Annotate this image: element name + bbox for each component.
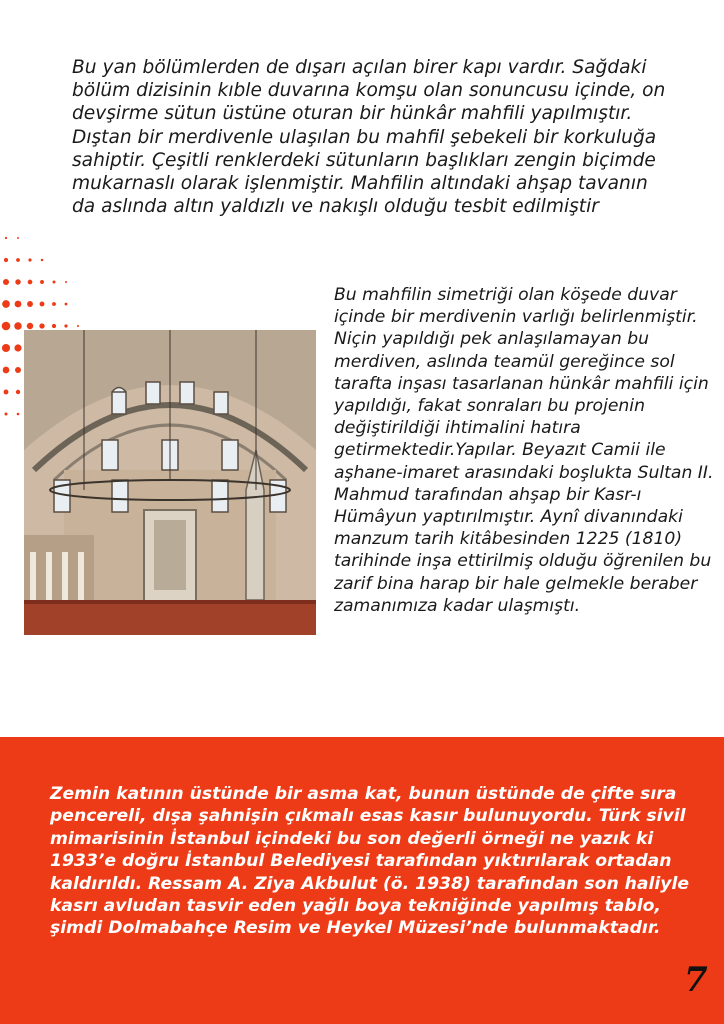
- halftone-dot: [4, 258, 8, 262]
- halftone-dot: [15, 301, 22, 308]
- halftone-dot: [28, 280, 33, 285]
- paragraph-right: Bu mahfilin simetriği olan köşede duvar içinde bir merdivenin varlığı belirlenmiştir. Niçin yapıldığı pek anlaşılamayan bu merdiven, aslında teamül gereğince sol tarafta inşası tasarlanan hünkâr mahfili için yapıldığı, fakat sonraları bu projenin değiştirildiği ihtimalini hatıra getirmektedir.Yapılar. Beyazıt Camii ile aşhane-imaret arasındaki boşlukta Sultan II. Mahmud tarafından ahşap bir Kasr-ı Hümâyun yaptırılmıştır. Aynî divanındaki manzum tarih kitâbesinden 1225 (1810) tarihinde inşa ettirilmiş olduğu öğrenilen bu zarif bina harap bir hale gelmekle beraber zamanımıza kadar ulaşmıştı.: [334, 285, 714, 616]
- halftone-dot: [27, 301, 33, 307]
- halftone-dot: [16, 258, 20, 262]
- halftone-dot: [64, 324, 67, 327]
- halftone-dot: [14, 344, 21, 351]
- page-number: 7: [684, 960, 708, 1000]
- halftone-dot: [15, 367, 21, 373]
- halftone-dot: [65, 281, 67, 283]
- halftone-dot: [3, 279, 9, 285]
- halftone-dot: [65, 303, 68, 306]
- halftone-dot: [53, 281, 56, 284]
- mosque-interior-photo: [24, 330, 316, 635]
- halftone-dot: [41, 259, 44, 262]
- paragraph-top: Bu yan bölümlerden de dışarı açılan birer kapı vardır. Sağdaki bölüm dizisinin kıble duvarına komşu olan sonuncusu içinde, on devşirme sütun üstüne oturan bir hünkâr mahfili yapılmıştır. Dıştan bir merdivenle ulaşılan bu mahfil şebekeli bir korkuluğa sahiptir. Çeşitli renklerdeki sütunların başlıkları zengin biçimde mukarnaslı olarak işlenmiştir. Mahfilin altındaki ahşap tavanın da aslında altın yaldızlı ve nakışlı olduğu tesbit edilmiştir: [72, 57, 666, 218]
- halftone-dot: [2, 322, 11, 331]
- halftone-dot: [5, 413, 8, 416]
- halftone-dot: [3, 367, 10, 374]
- halftone-dot: [2, 344, 10, 352]
- halftone-dot: [17, 237, 19, 239]
- paragraph-bottom: Zemin katının üstünde bir asma kat, bunun üstünde de çifte sıra pencereli, dışa şahnişin çıkmalı esas kasır bulunuyordu. Türk sivil mimarisinin İstanbul içindeki bu son değerli örneği ne yazık ki 1933’e doğru İstanbul Belediyesi tarafından yıktırılarak ortadan kaldırıldı. Ressam A. Ziya Akbulut (ö. 1938) tarafından son haliyle kasrı avludan tasvir eden yağlı boya tekniğinde yapılmış tablo, şimdi Dolmabahçe Resim ve Heykel Müzesi’nde bulunmaktadır.: [50, 784, 690, 939]
- halftone-dot: [15, 279, 20, 284]
- halftone-dot: [40, 280, 44, 284]
- halftone-dot: [4, 390, 9, 395]
- halftone-dot: [14, 322, 22, 330]
- halftone-dot: [2, 300, 10, 308]
- halftone-dot: [77, 325, 79, 327]
- halftone-dot: [52, 324, 56, 328]
- halftone-dot: [5, 237, 7, 239]
- halftone-dot: [27, 323, 33, 329]
- halftone-dot: [16, 390, 20, 394]
- halftone-dot: [40, 302, 45, 307]
- halftone-dot: [28, 258, 31, 261]
- halftone-dot: [17, 413, 20, 416]
- halftone-dot: [52, 302, 56, 306]
- halftone-dot: [39, 323, 44, 328]
